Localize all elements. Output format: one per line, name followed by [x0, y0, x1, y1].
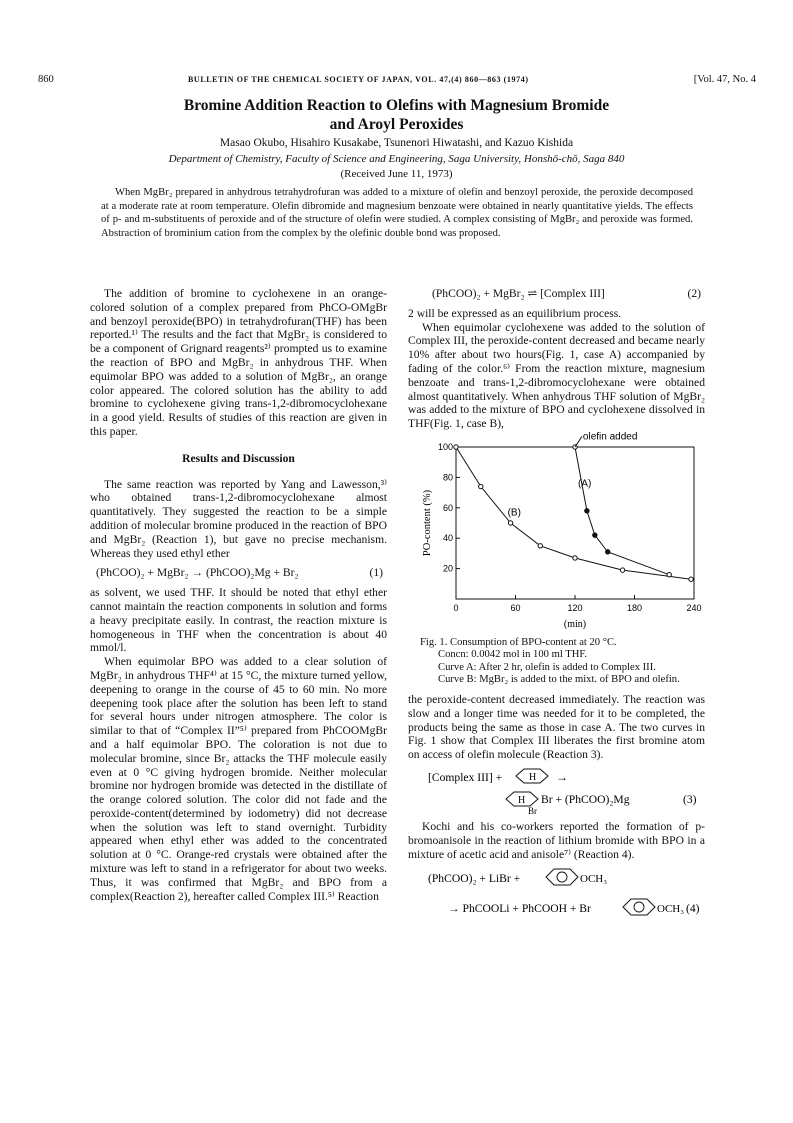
equation-1-number: (1) — [369, 566, 383, 580]
y-tick-label: 100 — [437, 441, 453, 452]
equation-2-number: (2) — [687, 287, 701, 300]
y-tick-label: 40 — [442, 533, 453, 544]
bromine-substituent: Br — [528, 805, 537, 816]
left-column — [90, 287, 387, 903]
affiliation: Department of Chemistry, Faculty of Science and Engineering, Saga University, Honshō-chō, Saga 840 — [168, 153, 625, 165]
abstract: When MgBr₂ prepared in anhydrous tetrahydrofuran was added to a mixture of olefin and benzoyl peroxide, the peroxide decomposed at a moderate rate at room temperature. Olefin dibromide and magnesium benzoate were obtained in nearly quantitative yields. The effects of p- and m-substituents of peroxide and of the structure of olefin were studied. A complex consisting of MgBr₂ and peroxide was formed. Abstraction of brominium cation from the complex by the olefinic double bond was proposed. — [101, 187, 693, 240]
equation-4-left: (PhCOO)₂ + LiBr + — [428, 872, 521, 886]
series-a-point — [667, 572, 671, 576]
paragraph: 2 will be expressed as an equilibrium process. — [408, 306, 622, 320]
reaction-arrow: → — [556, 769, 568, 784]
authors: Masao Okubo, Hisahiro Kusakabe, Tsunenori Hiwatashi, and Kazuo Kishida — [219, 137, 574, 149]
caption-line: Concn: 0.0042 mol in 100 ml THF. — [438, 649, 588, 661]
article-title — [0, 96, 793, 134]
paragraph: When equimolar BPO was added to a clear solution of MgBr₂ in anhydrous THF⁴⁾ at 15 °C, the mixture turned yellow, deepening to orange in the course of 45 to 60 min. No more deepening took place after the solution has been left to stand for several hours under nitrogen atmosphere. The color is similar to that of “Complex II”⁵⁾ prepared from PhCOOMgBr and a half equimolar BPO. The coloration is not due to molecular bromine, since Br₂ attacks the THF molecule easily even at 0 °C giving hydrogen bromide. Neither molecular bromine nor hydrogen bromide was detected in the distillate of the orange colored solution. The color did not fade and the peroxide-content(determined by iodometry) did not decrease when the solution was left to stand overnight. Turbidity appeared when ethyl ether was added to the concentrated solution at 0 °C. Orange-red crystals were obtained after the mixture was left to stand in a refrigerator for about two weeks. Thus, it was confirmed that MgBr₂ and BPO from a complex(Reaction 2), hereafter called Complex III.⁵⁾ Reaction — [90, 655, 387, 903]
received-date: (Received June 11, 1973) — [340, 168, 453, 180]
equation-3-structure — [408, 768, 705, 814]
equation-1-text: (PhCOO)₂ + MgBr₂ → (PhCOO)₂Mg + Br₂ — [96, 566, 299, 580]
plot-frame — [456, 447, 694, 599]
series-a-label: (A) — [577, 478, 592, 490]
x-tick-label: 60 — [510, 602, 521, 613]
series-b-point — [454, 445, 458, 449]
series-b-point — [538, 544, 542, 548]
running-header — [38, 74, 756, 90]
equation-4-products: → PhCOOLi + PhCOOH + Br — [448, 902, 591, 916]
x-tick-label: 0 — [453, 602, 459, 613]
equation-1 — [90, 566, 387, 580]
series-b-point — [620, 568, 624, 572]
paragraph: When equimolar cyclohexene was added to the solution of Complex III, the peroxide-content decreased and became nearly 10% after about two hours(Fig. 1, case A) accompanied by fading of the color.⁶⁾ From the reaction mixture, magnesium benzoate and trans-1,2-dibromocyclohexane were obtained almost quantitatively. When anhydrous THF solution of MgBr₂ was added to the mixture of BPO and cyclohexene dissolved in THF(Fig. 1, case B), — [408, 320, 705, 431]
y-tick-label: 80 — [442, 472, 453, 483]
methoxy-group: OCH₃ — [657, 903, 685, 916]
equation-2-text: (PhCOO)₂ + MgBr₂ ⇌ [Complex III] — [432, 287, 605, 300]
paragraph: as solvent, we used THF. It should be noted that ethyl ether cannot maintain the reaction components in solution and forms a heavy precipitate easily. In contrast, the reaction mixture is homogeneous in THF when the concentration is about 40 mmol/l. — [90, 586, 387, 655]
series-b-point — [573, 556, 577, 560]
figure-caption — [408, 637, 705, 687]
series-a-point — [585, 509, 589, 513]
series-b-point — [689, 577, 693, 581]
y-tick-label: 60 — [442, 502, 453, 513]
y-axis-label: PO-content (%) — [422, 489, 433, 557]
annotation-leader — [575, 436, 582, 447]
paragraph: The same reaction was reported by Yang and Lawesson,³⁾ who obtained trans-1,2-dibromocyclohexane almost quantitatively. They suggested the reaction to be a simple addition of molecular bromine produced in the reaction of BPO and MgBr₂ (Reaction 1), but gave no precise mechanism. Whereas they used ethyl ether — [90, 477, 387, 560]
y-tick-label: 20 — [442, 563, 453, 574]
annotation-olefin-added: olefin added — [582, 431, 638, 443]
equation-4-structure — [408, 867, 705, 927]
caption-line: Curve A: After 2 hr, olefin is added to Complex III. — [438, 661, 656, 673]
right-column — [408, 287, 705, 933]
equation-4 — [408, 867, 705, 927]
x-tick-label: 120 — [567, 602, 583, 613]
title-line-1: Bromine Addition Reaction to Olefins with Magnesium Bromide — [183, 97, 610, 114]
series-a-line — [456, 447, 669, 575]
equation-3-left: [Complex III] + — [428, 770, 503, 784]
equation-2 — [408, 287, 705, 301]
equation-3-number: (3) — [683, 792, 697, 806]
anisole-ring-icon — [546, 869, 578, 885]
series-a-point — [593, 533, 597, 537]
x-tick-label: 180 — [626, 602, 643, 613]
intro-paragraph: The addition of bromine to cyclohexene in an orange-colored solution of a complex prepared from PhCO-OMgBr and benzoyl peroxide(BPO) in tetrahydrofuran(THF) has been reported.¹⁾ The results and the fact that MgBr₂ is considered to be a component of Grignard reagents²⁾ prompted us to examine the reaction of BPO and MgBr₂ in anhydrous THF. When equimolar BPO was added to a solution of MgBr₂, an orange color appeared. The colored solution has the ability to add bromine to cyclohexene giving trans-1,2-dibromocyclohexane in a good yield. Results of studies of this reaction are given in this paper. — [90, 287, 387, 438]
series-b-point — [508, 521, 512, 525]
paragraph: the peroxide-content decreased immediately. The reaction was slow and a longer time was needed for it to be completed, the products being the same as those in case A. The two curves in Fig. 1 show that Complex III liberates the first bromine atom on access of olefin molecule (Reaction 3). — [408, 692, 705, 762]
equation-4-number: (4) — [686, 902, 700, 916]
series-b-label: (B) — [507, 507, 521, 519]
journal-citation: BULLETIN OF THE CHEMICAL SOCIETY OF JAPAN, VOL. 47,(4) 860—863 (1974) — [188, 75, 529, 84]
caption-line: Fig. 1. Consumption of BPO-content at 20 °C. — [420, 636, 617, 648]
paragraph: Kochi and his co-workers reported the formation of p-bromoanisole in the reaction of lithium bromide with BPO in a mixture of acetic acid and anisole⁷⁾ (Reaction 4). — [408, 819, 705, 861]
figure-1 — [408, 431, 705, 631]
equation-3 — [408, 768, 705, 814]
x-axis-label: (min) — [563, 618, 587, 630]
caption-line: Curve B: MgBr₂ is added to the mixt. of BPO and olefin. — [438, 674, 680, 686]
series-a-point — [606, 550, 610, 554]
title-line-2: and Aroyl Peroxides — [329, 116, 464, 133]
series-b-point — [479, 484, 483, 488]
section-heading: Results and Discussion — [182, 451, 295, 465]
bromoanisole-ring-icon — [623, 899, 655, 915]
ring-label: H — [529, 771, 537, 783]
x-tick-label: 240 — [686, 602, 702, 613]
ring-label: H — [518, 794, 526, 806]
equation-3-right: Br + (PhCOO)₂Mg — [541, 792, 630, 806]
page-number: 860 — [38, 74, 54, 85]
po-content-chart — [408, 431, 705, 631]
volume-label: [Vol. 47, No. 4 — [693, 74, 756, 85]
methoxy-group: OCH₃ — [580, 873, 608, 886]
